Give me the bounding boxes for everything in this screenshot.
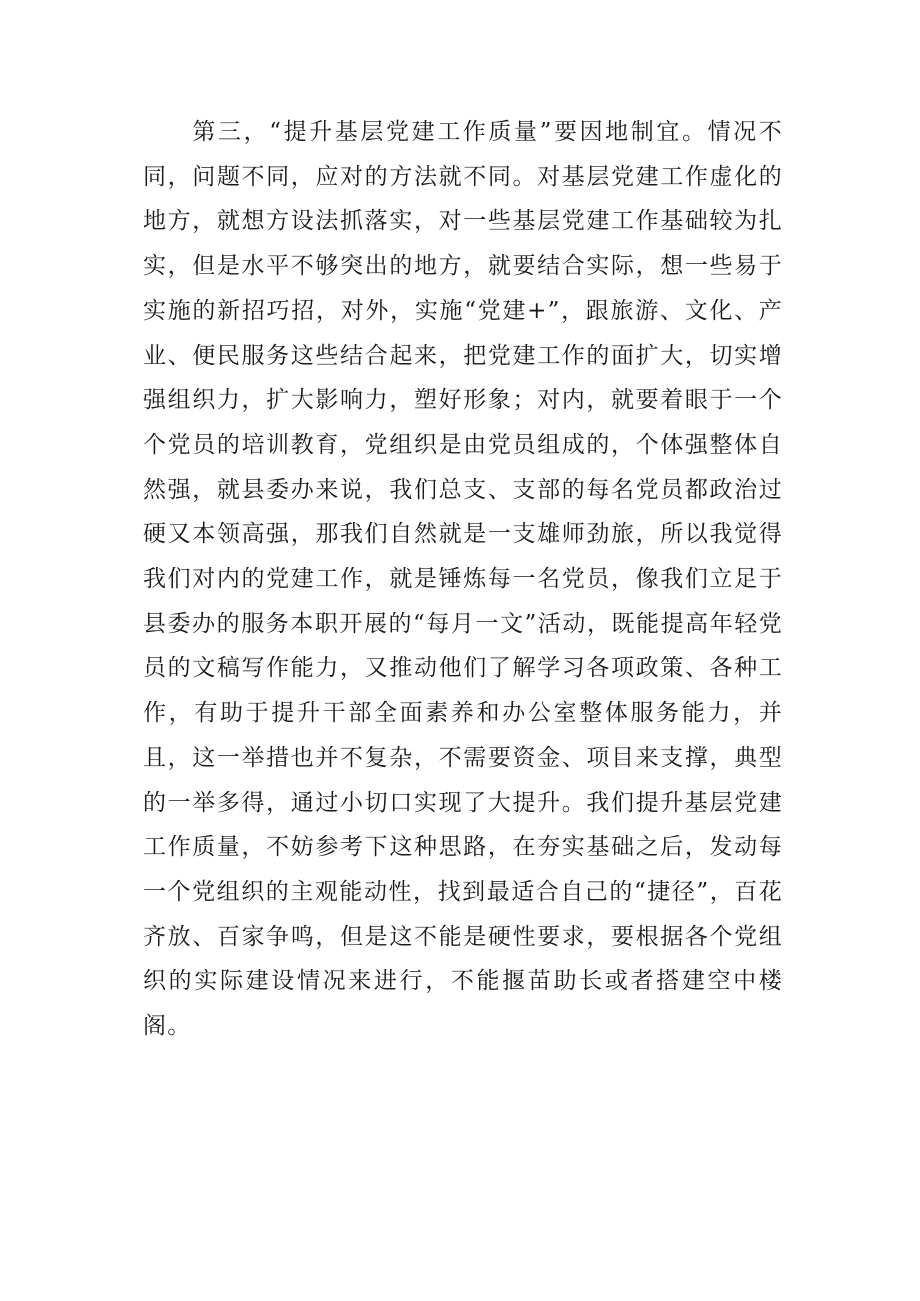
paragraph-text: 第三，“提升基层党建工作质量”要因地制宜。情况不同，问题不同，应对的方法就不同。对基层党建工作虚化的地方，就想方设法抓落实，对一些基层党建工作基础较为扎实，但是水平不够突出的地方，就要结合实际，想一些易于实施的新招巧招，对外，实施“党建+”，跟旅游、文化、产业、便民服务这些结合起来，把党建工作的面扩大，切实增强组织力，扩大影响力，塑好形象；对内，就要着眼于一个个党员的培训教育，党组织是由党员组成的，个体强整体自然强，就县委办来说，我们总支、支部的每名党员都政治过硬又本领高强，那我们自然就是一支雄师劲旅，所以我觉得我们对内的党建工作，就是锤炼每一名党员，像我们立足于县委办的服务本职开展的“每月一文”活动，既能提高年轻党员的文稿写作能力，又推动他们了解学习各项政策、各种工作，有助于提升干部全面素养和办公室整体服务能力，并且，这一举措也并不复杂，不需要资金、项目来支撑，典型的一举多得，通过小切口实现了大提升。我们提升基层党建工作质量，不妨参考下这种思路，在夯实基础之后，发动每一个党组织的主观能动性，找到最适合自己的“捷径”，百花齐放、百家争鸣，但是这不能是硬性要求，要根据各个党组织的实际建设情况来进行，不能揠苗助长或者搭建空中楼阁。 <box>143 119 783 1040</box>
body-paragraph <box>143 110 783 1049</box>
